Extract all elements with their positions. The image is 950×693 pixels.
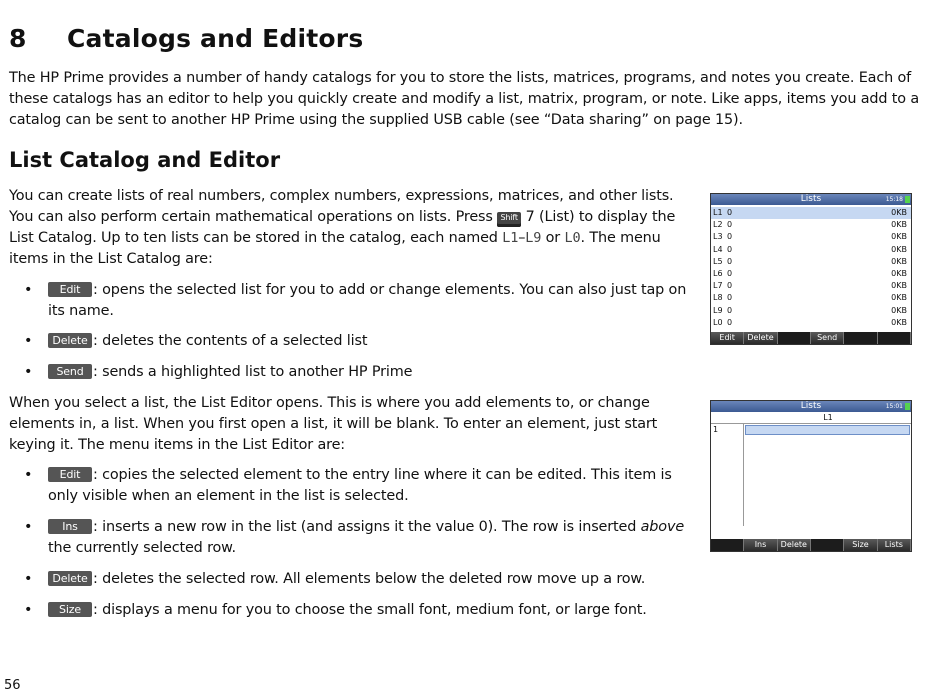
screen-menubar xyxy=(711,539,911,551)
p1-text-3: . The menu items in the List Catalog are: xyxy=(9,230,661,267)
list-catalog-screenshot xyxy=(710,193,912,345)
code-l9: L9 xyxy=(525,230,542,246)
screen-clock: 15:01 xyxy=(885,403,903,410)
battery-icon xyxy=(905,403,910,410)
page-number: 56 xyxy=(4,678,21,693)
menu-key-size: Size xyxy=(844,539,877,551)
list-row: L9 0 0KB xyxy=(713,305,907,315)
delete-softkey: Delete xyxy=(48,571,92,586)
screen-titlebar xyxy=(711,401,911,412)
battery-icon xyxy=(905,196,910,203)
p1-text-2: 7 (List) to display the List Catalog. Up to ten lists can be stored in the catalog, each named xyxy=(9,209,676,246)
screen-title: Lists xyxy=(800,194,822,204)
menu-key-send: Send xyxy=(811,332,844,344)
list-row: L0 0 0KB xyxy=(713,317,907,327)
code-l1: L1 xyxy=(502,230,519,246)
chapter-heading xyxy=(9,24,363,53)
p1-or: or xyxy=(545,230,561,246)
row-number: 1 xyxy=(713,425,719,434)
editor-item-text-end: the currently selected row. xyxy=(48,540,236,556)
chapter-number: 8 xyxy=(9,24,27,53)
catalog-item-text: : sends a highlighted list to another HP Prime xyxy=(93,364,413,380)
screen-menubar xyxy=(711,332,911,344)
list-editor-screenshot xyxy=(710,400,912,552)
menu-key-ins: Ins xyxy=(744,539,777,551)
delete-softkey: Delete xyxy=(48,333,92,348)
list-row: L7 0 0KB xyxy=(713,281,907,291)
list-row: L3 0 0KB xyxy=(713,232,907,242)
manual-page: 8 Catalogs and Editors The HP Prime provides a number of handy catalogs for you to store the lists, matrices, programs, and notes you create. Each of these catalogs has an editor to help you quickly create and modify a list, matrix, program, or note. Like apps, items you add to a catalog can be sent to another HP Prime using the supplied USB cable (see “Data sharing” on page 15). List Catalog and Editor You can create lists of real numbers, complex numbers, expressions, matrices, and other lists. You can also perform certain mathematical operations on lists. Press Shift 7 (List) to display the List Catalog. Up to ten lists can be stored in the catalog, each named L1–L9 or L0. The menu items in the List Catalog are: • Edit : opens the selected list for you to add or change elements. You can also just tap on its name. • Delete : deletes the contents of a selected list • Send : sends a highlighted list to another HP Prime When you select a list, the List Editor opens. This is where you add elements to, or change elements in, a list. When you first open a list, it will be blank. To enter an element, just start keying it. The menu items in the List Editor are: • Edit : copies the selected element to the entry line where it can be edited. This item is only visible when an element in the list is selected. • Ins : inserts a new row in the list (and assigns it the value 0). The row is inserted above the currently selected row. • Delete : deletes the selected row. All elements below the deleted row move up a row. • Size : displays a menu for you to choose the small font, medium font, or large font. 56 Lists 15:18 L1 0 0KB L2 0 0KB L3 0 0KB L4 0 0KB L5 0 0KB L6 0 0KB L7 0 0KB L8 0 0KB L9 0 0KB L0 0 0KB Edit Delete Send Lists 15:01 L1 1 Ins Delete Size Lists xyxy=(0,0,950,693)
screen-clock: 15:18 xyxy=(885,196,903,203)
menu-key-empty xyxy=(811,539,844,551)
list-row: L8 0 0KB xyxy=(713,293,907,303)
shift-key-icon: Shift xyxy=(497,212,521,227)
menu-key-empty xyxy=(711,539,744,551)
editor-item-text: : inserts a new row in the list (and assigns it the value 0). The row is inserted xyxy=(93,519,641,535)
menu-key-delete: Delete xyxy=(778,539,811,551)
menu-key-empty xyxy=(878,332,911,344)
screen-titlebar xyxy=(711,194,911,205)
list-row: L2 0 0KB xyxy=(713,220,907,230)
chapter-title: Catalogs and Editors xyxy=(67,24,364,53)
editor-column-header xyxy=(711,413,911,423)
list-editor-paragraph: When you select a list, the List Editor opens. This is where you add elements to, or change elements in, a list. When you first open a list, it will be blank. To enter an element, just start keying it. The menu items in the List Editor are: xyxy=(9,395,658,453)
p1-text-1: You can create lists of real numbers, complex numbers, expressions, matrices, and other lists. You can also perform certain mathematical operations on lists. Press xyxy=(9,188,674,225)
list-rows xyxy=(711,207,911,329)
menu-key-empty xyxy=(778,332,811,344)
divider xyxy=(711,423,911,424)
list-row: L1 0 0KB xyxy=(711,207,911,219)
edit-softkey: Edit xyxy=(48,467,92,482)
editor-item-text: : displays a menu for you to choose the small font, medium font, or large font. xyxy=(93,602,647,618)
divider xyxy=(743,423,744,526)
editor-item-emphasis: above xyxy=(640,519,685,535)
catalog-item-text: : deletes the contents of a selected list xyxy=(93,333,368,349)
list-catalog-paragraph xyxy=(9,186,699,270)
editor-item-text: : copies the selected element to the entry line where it can be edited. This item is only visible when an element in the list is selected. xyxy=(48,467,672,504)
section-heading: List Catalog and Editor xyxy=(9,148,281,172)
ins-softkey: Ins xyxy=(48,519,92,534)
code-l0: L0 xyxy=(564,230,581,246)
column-name: L1 xyxy=(823,413,833,422)
intro-paragraph: The HP Prime provides a number of handy catalogs for you to store the lists, matrices, programs, and notes you create. Each of these catalogs has an editor to help you quickly create and modify a list, matrix, program, or note. Like apps, items you add to a catalog can be sent to another HP Prime using the supplied USB cable (see “Data sharing” on page 15). xyxy=(9,70,920,128)
catalog-item-text: : opens the selected list for you to add or change elements. You can also just tap on its name. xyxy=(48,282,687,319)
list-row: L5 0 0KB xyxy=(713,256,907,266)
p1-dash: – xyxy=(518,230,526,246)
list-row: L4 0 0KB xyxy=(713,244,907,254)
menu-key-empty xyxy=(844,332,877,344)
screen-title: Lists xyxy=(800,401,822,411)
selected-cell xyxy=(745,425,910,435)
list-row: L6 0 0KB xyxy=(713,268,907,278)
editor-item-text: : deletes the selected row. All elements below the deleted row move up a row. xyxy=(93,571,646,587)
size-softkey: Size xyxy=(48,602,92,617)
edit-softkey: Edit xyxy=(48,282,92,297)
menu-key-edit: Edit xyxy=(711,332,744,344)
menu-key-lists: Lists xyxy=(878,539,911,551)
menu-key-delete: Delete xyxy=(744,332,777,344)
send-softkey: Send xyxy=(48,364,92,379)
